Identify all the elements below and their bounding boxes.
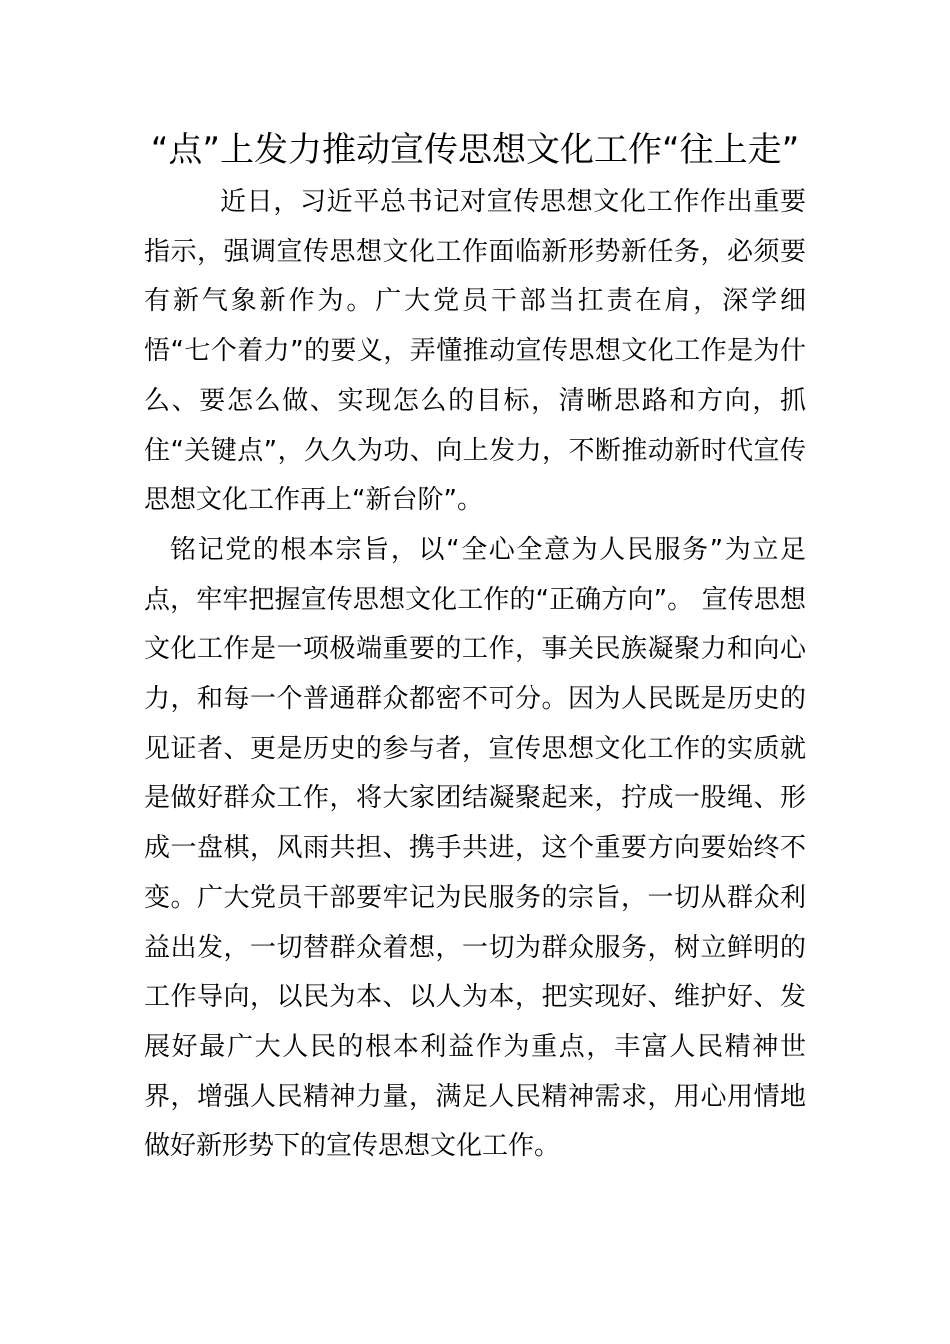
paragraph-purpose: 铭记党的根本宗旨，以“全心全意为人民服务”为立足点，牢牢把握宣传思想文化工作的“正确方向”。 宣传思想文化工作是一项极端重要的工作，事关民族凝聚力和向心力，和每一个普通群众都密不可分。因为人民既是历史的见证者、更是历史的参与者，宣传思想文化工作的实质就是做好群众工作，将大家团结凝聚起来，拧成一股绳、形成一盘棋，风雨共担、携手共进，这个重要方向要始终不变。广大党员干部要牢记为民服务的宗旨，一切从群众利益出发，一切替群众着想，一切为群众服务，树立鲜明的工作导向，以民为本、以人为本，把实现好、维护好、发展好最广大人民的根本利益作为重点，丰富人民精神世界，增强人民精神力量，满足人民精神需求，用心用情地做好新形势下的宣传思想文化工作。 [144,534,806,1162]
document-page [144,128,806,1172]
document-body [144,178,806,1172]
document-title: “点”上发力推动宣传思想文化工作“往上走” [150,130,800,170]
paragraph-intro: 近日，习近平总书记对宣传思想文化工作作出重要指示，强调宣传思想文化工作面临新形势新任务，必须要有新气象新作为。广大党员干部当扛责在肩，深学细悟“七个着力”的要义，弄懂推动宣传思想文化工作是为什么、要怎么做、实现怎么的目标，清晰思路和方向，抓住“关键点”，久久为功、向上发力，不断推动新时代宣传思想文化工作再上“新台阶”。 [144,187,806,516]
